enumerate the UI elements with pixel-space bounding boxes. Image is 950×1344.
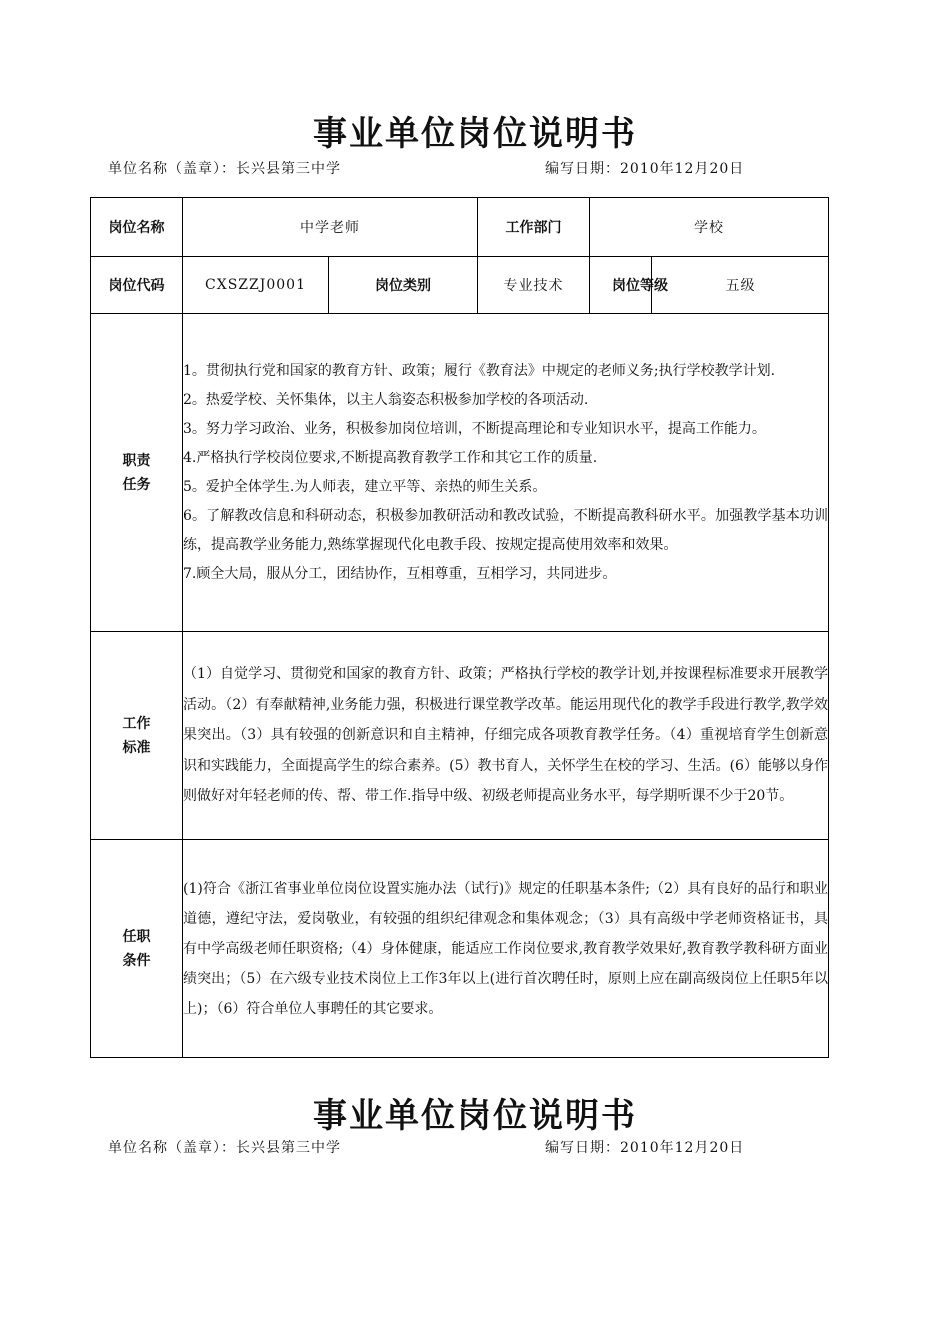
- compile-date-line: 编写日期：2010年12月20日: [545, 161, 745, 177]
- qualifications-label-line-2: 条件: [122, 952, 151, 969]
- duty-item: 4.严格执行学校岗位要求,不断提高教育教学工作和其它工作的质量.: [183, 449, 598, 466]
- qualifications-text: (1)符合《浙江省事业单位岗位设置实施办法（试行)》规定的任职基本条件;（2）具有良好的品行和职业道德，遵纪守法，爱岗敬业，有较强的组织纪律观念和集体观念；（3）具有高级中学老师资格证书，具有中学高级老师任职资格;（4）身体健康，能适应工作岗位要求,教育教学效果好,教育教学教科研方面业绩突出；（5）在六级专业技术岗位上工作3年以上(进行首次聘任时，原则上应在副高级岗位上任职5年以上)；（6）符合单位人事聘任的其它要求。: [183, 880, 829, 1017]
- work-standard-text: （1）自觉学习、贯彻党和国家的教育方针、政策；严格执行学校的教学计划,并按课程标准要求开展教学活动。（2）有奉献精神,业务能力强，积极进行课堂教学改革。能运用现代化的教学手段进行教学,教学效果突出。（3）具有较强的创新意识和自主精神，仔细完成各项教育教学任务。（4）重视培育学生创新意识和实践能力，全面提高学生的综合素养。(5）教书育人，关怀学生在校的学习、生活。(6）能够以身作则做好对年轻老师的传、帮、带工作.指导中级、初级老师提高业务水平，每学期听课不少于20节。: [183, 666, 829, 805]
- duty-item: 2。热爱学校、关怀集体，以主人翁姿态积极参加学校的各项活动.: [183, 391, 589, 408]
- qualifications-content: [183, 840, 829, 1058]
- post-name-value: 中学老师: [183, 198, 478, 257]
- row-work-standard: [91, 632, 829, 840]
- post-grade-label: 岗位等级: [590, 257, 829, 314]
- duties-label-line-2: 任务: [122, 476, 151, 493]
- second-unit-name-line: 单位名称（盖章）：长兴县第三中学: [108, 1140, 341, 1156]
- second-page-title: 事业单位岗位说明书: [313, 1096, 637, 1136]
- department-value: 学校: [590, 198, 829, 257]
- post-code-label: 岗位代码: [91, 257, 183, 314]
- post-name-label: 岗位名称: [91, 198, 183, 257]
- post-code-value: CXSZZJ0001: [183, 257, 329, 314]
- post-grade-value: 五级: [651, 256, 829, 313]
- post-category-value: 专业技术: [478, 257, 590, 314]
- row-duties: [91, 314, 829, 632]
- duties-label-line-1: 职责: [122, 452, 151, 469]
- duty-item: 1。贯彻执行党和国家的教育方针、政策；履行《教育法》中规定的老师义务;执行学校教学计划.: [183, 362, 776, 379]
- duty-item: 5。爱护全体学生.为人师表，建立平等、亲热的师生关系。: [183, 478, 547, 495]
- qualifications-label: [91, 840, 183, 1058]
- duties-content: [183, 314, 829, 632]
- work-standard-content: [183, 632, 829, 840]
- unit-name-line: 单位名称（盖章）：长兴县第三中学: [108, 161, 341, 177]
- row-post-name: [91, 198, 829, 257]
- department-label: 工作部门: [478, 198, 590, 257]
- duty-item: 6。了解教改信息和科研动态，积极参加教研活动和教改试验，不断提高教科研水平。加强教学基本功训练，提高教学业务能力,熟练掌握现代化电教手段、按规定提高使用效率和效果。: [183, 507, 829, 553]
- work-standard-label: [91, 632, 183, 840]
- row-qualifications: [91, 840, 829, 1058]
- work-standard-label-line-1: 工作: [122, 715, 151, 732]
- post-category-label: 岗位类别: [329, 257, 478, 314]
- page-title: 事业单位岗位说明书: [313, 114, 637, 154]
- duty-item: 7.顾全大局，服从分工，团结协作，互相尊重，互相学习，共同进步。: [183, 565, 617, 582]
- qualifications-label-line-1: 任职: [122, 928, 151, 945]
- work-standard-label-line-2: 标准: [122, 739, 151, 756]
- duty-item: 3。努力学习政治、业务，积极参加岗位培训，不断提高理论和专业知识水平，提高工作能力。: [183, 420, 766, 437]
- second-compile-date-line: 编写日期：2010年12月20日: [545, 1140, 745, 1156]
- job-description-table: [90, 197, 829, 1058]
- duties-label: [91, 314, 183, 632]
